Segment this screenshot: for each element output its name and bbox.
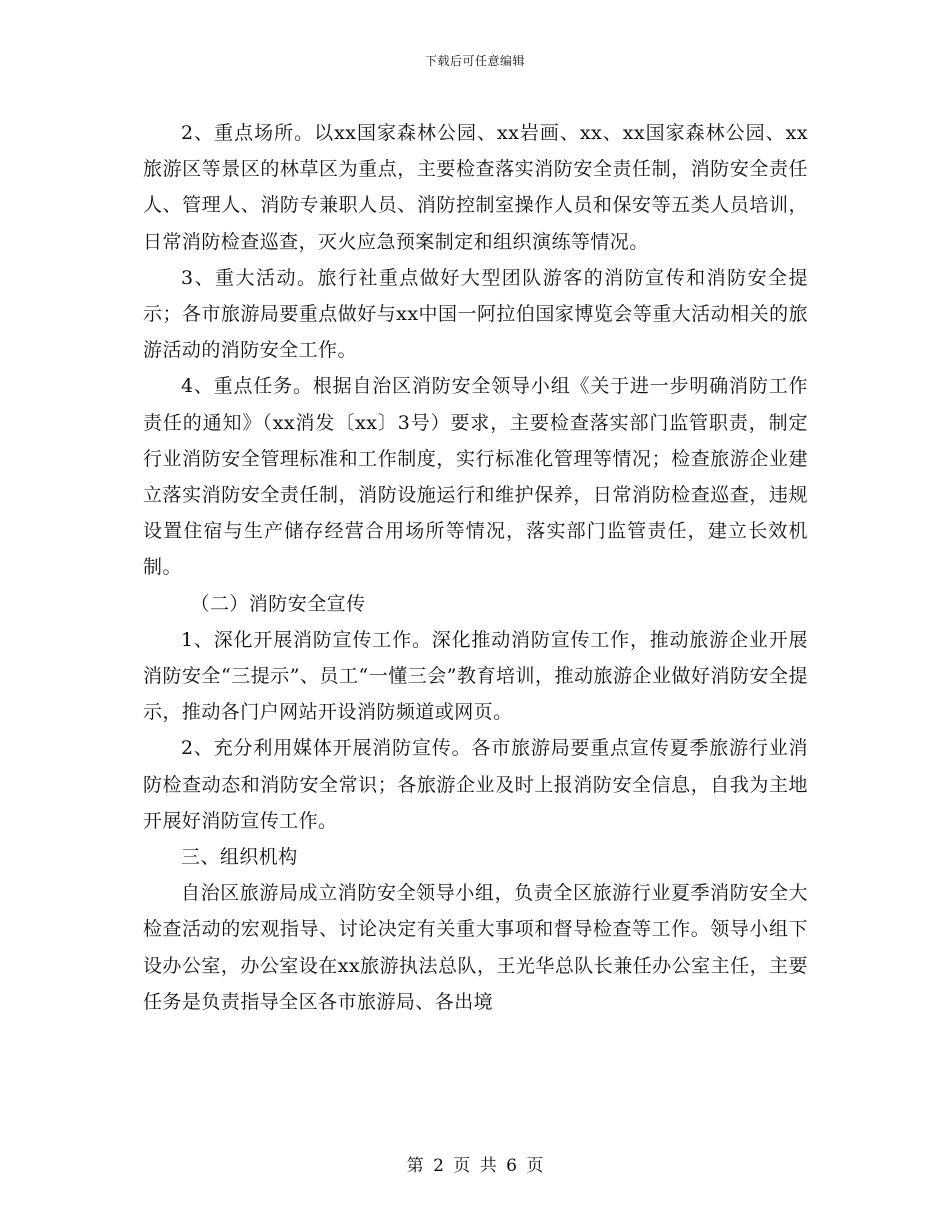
paragraph-media-publicity: 2、充分利用媒体开展消防宣传。各市旅游局要重点宣传夏季旅游行业消防检查动态和消防安全常识；各旅游企业及时上报消防安全信息，自我为主地开展好消防宣传工作。 bbox=[143, 737, 808, 832]
section-heading-fire-publicity: （二）消防安全宣传 bbox=[190, 592, 366, 615]
paragraph-key-tasks: 4、重点任务。根据自治区消防安全领导小组《关于进一步明确消防工作责任的通知》（xx消发〔xx〕3号）要求，主要检查落实部门监管职责，制定行业消防安全管理标准和工作制度，实行标准化管理等情况；检查旅游企业建立落实消防安全责任制，消防设施运行和维护保养，日常消防检查巡查，违规设置住宿与生产储存经营合用场所等情况，落实部门监管责任，建立长效机制。 bbox=[143, 375, 808, 579]
paragraph-organization: 自治区旅游局成立消防安全领导小组，负责全区旅游行业夏季消防安全大检查活动的宏观指导、讨论决定有关重大事项和督导检查等工作。领导小组下设办公室，办公室设在xx旅游执法总队，王光华总队长兼任办公室主任，主要任务是负责指导全区各市旅游局、各出境 bbox=[143, 882, 808, 1013]
page-header: 下载后可任意编辑 bbox=[424, 54, 525, 68]
paragraph-key-venues: 2、重点场所。以xx国家森林公园、xx岩画、xx、xx国家森林公园、xx旅游区等景区的林草区为重点，主要检查落实消防安全责任制，消防安全责任人、管理人、消防专兼职人员、消防控制室操作人员和保安等五类人员培训，日常消防检查巡查，灭火应急预案制定和组织演练等情况。 bbox=[143, 122, 808, 253]
paragraph-deepen-publicity: 1、深化开展消防宣传工作。深化推动消防宣传工作，推动旅游企业开展消防安全“三提示”、员工“一懂三会”教育培训，推动旅游企业做好消防安全提示，推动各门户网站开设消防频道或网页。 bbox=[143, 628, 808, 724]
section-heading-organization: 三、组织机构 bbox=[181, 846, 298, 869]
paragraph-major-events: 3、重大活动。旅行社重点做好大型团队游客的消防宣传和消防安全提示；各市旅游局要重点做好与xx中国一阿拉伯国家博览会等重大活动相关的旅游活动的消防安全工作。 bbox=[143, 266, 808, 362]
page-number: 第 2 页 共 6 页 bbox=[406, 1156, 544, 1176]
document-body bbox=[143, 115, 808, 1020]
